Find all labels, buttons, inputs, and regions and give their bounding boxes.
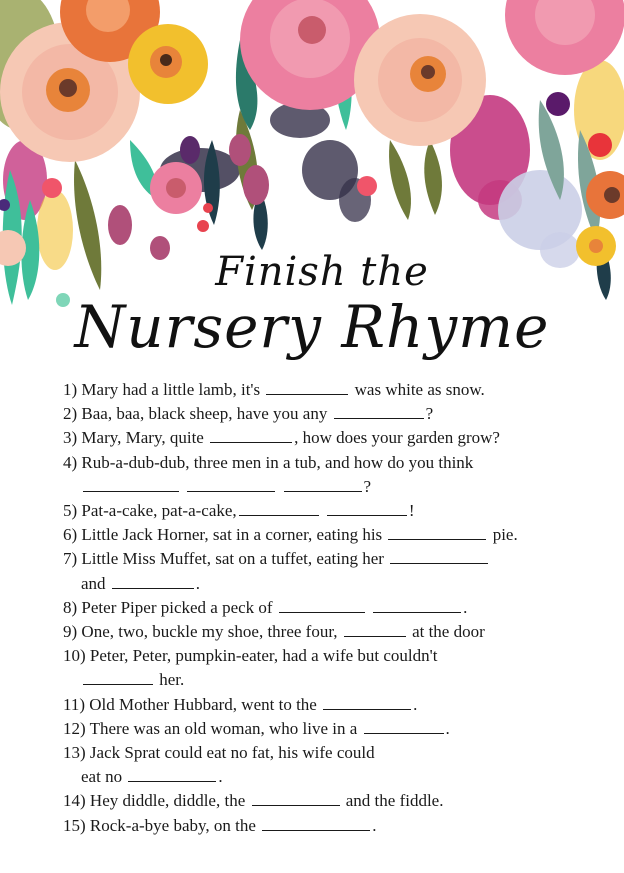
title-line-2: Nursery Rhyme bbox=[74, 293, 550, 361]
rhyme-number: 12) bbox=[63, 718, 90, 738]
rhyme-text: , how does your garden grow? bbox=[294, 428, 500, 448]
rhyme-number: 3) bbox=[63, 428, 82, 448]
answer-blank[interactable] bbox=[239, 501, 319, 516]
answer-blank[interactable] bbox=[364, 719, 444, 734]
rhyme-item bbox=[63, 620, 603, 644]
rhyme-item bbox=[63, 547, 603, 595]
rhyme-text: . bbox=[413, 694, 418, 714]
rhyme-item bbox=[63, 789, 603, 813]
rhyme-text: Pat-a-cake, pat-a-cake, bbox=[81, 501, 237, 521]
rhyme-item bbox=[63, 402, 603, 426]
answer-blank[interactable] bbox=[128, 767, 216, 782]
rhyme-number: 6) bbox=[63, 525, 82, 545]
rhyme-text: ? bbox=[363, 476, 372, 496]
rhyme-list bbox=[63, 378, 603, 838]
rhyme-number: 2) bbox=[63, 404, 82, 424]
title-line-1: Finish the bbox=[215, 249, 429, 295]
rhyme-text: Rock-a-bye baby, on the bbox=[89, 815, 261, 835]
rhyme-continuation bbox=[63, 765, 603, 789]
rhyme-text: Little Jack Horner, sat in a corner, eating his bbox=[81, 525, 387, 545]
answer-blank[interactable] bbox=[266, 380, 348, 395]
rhyme-text: Jack Sprat could eat no fat, his wife could bbox=[89, 743, 375, 763]
rhyme-item bbox=[63, 717, 603, 741]
rhyme-number: 10) bbox=[63, 646, 90, 666]
answer-blank[interactable] bbox=[112, 574, 194, 589]
rhyme-number: 4) bbox=[63, 452, 82, 472]
rhyme-number: 9) bbox=[63, 622, 82, 642]
rhyme-item bbox=[63, 451, 603, 499]
rhyme-item bbox=[63, 596, 603, 620]
answer-blank[interactable] bbox=[83, 670, 153, 685]
rhyme-text: Old Mother Hubbard, went to the bbox=[89, 694, 322, 714]
answer-blank[interactable] bbox=[284, 477, 362, 492]
rhyme-text bbox=[321, 501, 325, 520]
answer-blank[interactable] bbox=[83, 477, 179, 492]
answer-blank[interactable] bbox=[187, 477, 275, 492]
rhyme-text bbox=[277, 477, 281, 496]
rhyme-number: 11) bbox=[63, 694, 90, 714]
rhyme-item bbox=[63, 426, 603, 450]
rhyme-item bbox=[63, 523, 603, 547]
rhyme-text: Rub-a-dub-dub, three men in a tub, and how do you think bbox=[81, 452, 474, 472]
answer-blank[interactable] bbox=[210, 428, 292, 443]
rhyme-text: pie. bbox=[488, 525, 518, 545]
rhyme-text: Mary had a little lamb, it's bbox=[81, 380, 265, 399]
rhyme-item bbox=[63, 814, 603, 838]
title-block bbox=[0, 249, 624, 361]
rhyme-text: ! bbox=[408, 501, 415, 521]
rhyme-text: . bbox=[445, 718, 450, 738]
rhyme-number: 8) bbox=[63, 597, 82, 617]
rhyme-text: her. bbox=[155, 670, 185, 690]
answer-blank[interactable] bbox=[279, 598, 365, 613]
rhyme-number: 13) bbox=[63, 743, 90, 763]
rhyme-text: Baa, baa, black sheep, have you any bbox=[81, 404, 332, 424]
rhyme-text: and bbox=[81, 573, 110, 593]
rhyme-item bbox=[63, 499, 603, 523]
rhyme-text: Peter, Peter, pumpkin-eater, had a wife but couldn't bbox=[89, 646, 438, 666]
answer-blank[interactable] bbox=[390, 549, 488, 564]
rhyme-item bbox=[63, 378, 603, 402]
rhyme-number: 1) bbox=[63, 380, 82, 399]
rhyme-text: Hey diddle, diddle, the bbox=[89, 791, 250, 811]
rhyme-item bbox=[63, 693, 603, 717]
rhyme-continuation bbox=[63, 475, 603, 499]
rhyme-text bbox=[367, 598, 371, 617]
rhyme-item bbox=[63, 644, 603, 692]
answer-blank[interactable] bbox=[334, 404, 424, 419]
rhyme-text: One, two, buckle my shoe, three four, bbox=[81, 622, 342, 642]
rhyme-continuation bbox=[63, 668, 603, 692]
rhyme-number: 5) bbox=[63, 501, 82, 521]
answer-blank[interactable] bbox=[373, 598, 461, 613]
rhyme-text: There was an old woman, who live in a bbox=[89, 718, 362, 738]
rhyme-text: was white as snow. bbox=[350, 380, 485, 399]
rhyme-text: and the fiddle. bbox=[341, 791, 444, 811]
answer-blank[interactable] bbox=[252, 791, 340, 806]
rhyme-item bbox=[63, 741, 603, 789]
rhyme-text: . bbox=[218, 767, 223, 787]
answer-blank[interactable] bbox=[323, 695, 411, 710]
answer-blank[interactable] bbox=[344, 622, 406, 637]
answer-blank[interactable] bbox=[388, 525, 486, 540]
rhyme-number: 7) bbox=[63, 549, 82, 569]
answer-blank[interactable] bbox=[262, 816, 370, 831]
answer-blank[interactable] bbox=[327, 501, 407, 516]
rhyme-text bbox=[181, 477, 185, 496]
rhyme-text: . bbox=[372, 815, 377, 835]
rhyme-text: at the door bbox=[407, 622, 485, 642]
rhyme-text: eat no bbox=[81, 767, 127, 787]
rhyme-text: Mary, Mary, quite bbox=[81, 428, 209, 448]
rhyme-text: Little Miss Muffet, sat on a tuffet, eating her bbox=[81, 549, 389, 569]
rhyme-continuation bbox=[63, 572, 603, 596]
rhyme-number: 14) bbox=[63, 791, 90, 811]
rhyme-text: . bbox=[463, 597, 468, 617]
rhyme-text: Peter Piper picked a peck of bbox=[81, 597, 277, 617]
rhyme-text: . bbox=[195, 573, 201, 593]
rhyme-number: 15) bbox=[63, 815, 90, 835]
rhyme-text: ? bbox=[425, 404, 434, 424]
